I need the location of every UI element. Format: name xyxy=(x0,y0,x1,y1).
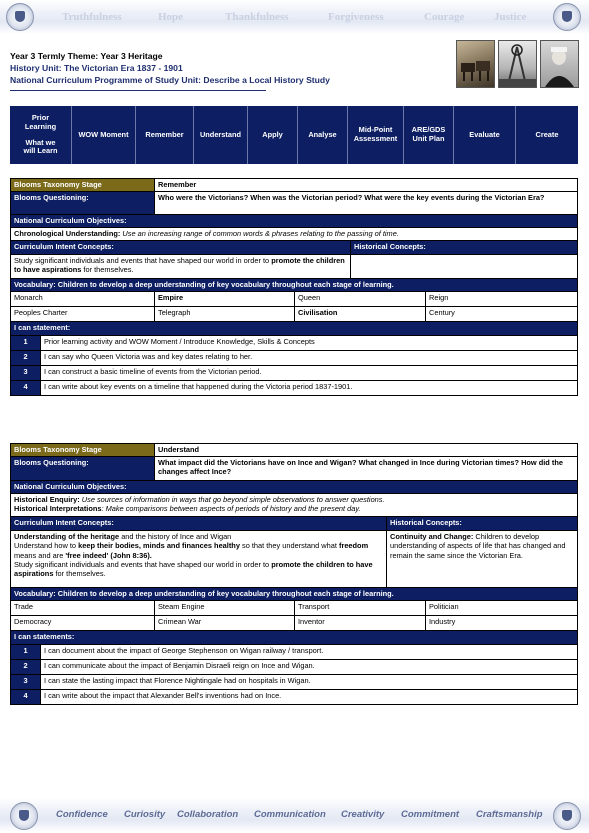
stage-create: Create xyxy=(535,129,559,139)
vocab-word: Telegraph xyxy=(155,307,295,321)
value-courage: Courage xyxy=(424,11,465,23)
school-crest-icon xyxy=(553,3,581,31)
stage-remember: Remember xyxy=(136,106,194,164)
value-justice: Justice xyxy=(494,11,527,23)
value-truthfulness: Truthfulness xyxy=(62,11,122,23)
statement-text: I can say who Queen Victoria was and key dates relating to her. xyxy=(44,352,253,361)
value-confidence: Confidence xyxy=(56,809,108,820)
vocab-word: Peoples Charter xyxy=(11,307,155,321)
colliery-headgear-photo xyxy=(498,40,537,88)
stage-prior-learning xyxy=(10,106,72,164)
nc-objectives-text: Historical Enquiry: Use sources of information in ways that go beyond simple observations to answer questions. Historical Interpretations: Make comparisons between aspects of periods of history and the present day. xyxy=(14,495,385,514)
i-can-label: I can statement: xyxy=(11,322,577,335)
vocab-word: Democracy xyxy=(11,616,155,630)
curriculum-title: National Curriculum Programme of Study Unit: Describe a Local History Study xyxy=(10,75,330,85)
blooms-questioning-value: Who were the Victorians? When was the Victorian period? What were the key events during the Victorian Era? xyxy=(158,193,545,202)
value-communication: Communication xyxy=(254,809,326,820)
horse-photo-icon xyxy=(457,41,494,87)
statement-number: 3 xyxy=(11,366,41,380)
remember-stage-table xyxy=(10,178,578,398)
nc-objective-text: Use an increasing range of common words & phrases relating to the passing of time. xyxy=(122,229,399,238)
statement-number: 1 xyxy=(11,645,41,659)
understand-stage-table xyxy=(10,443,578,708)
historical-concepts-label: Historical Concepts: xyxy=(351,241,577,254)
statement-text: Prior learning activity and WOW Moment / Introduce Knowledge, Skills & Concepts xyxy=(44,337,315,346)
blooms-stage-value: Remember xyxy=(158,180,197,189)
statement-number: 2 xyxy=(11,351,41,365)
statement-text: I can communicate about the impact of Benjamin Disraeli reign on Ince and Wigan. xyxy=(44,661,315,670)
stage-analyse: Analyse xyxy=(298,106,348,164)
statement-text: I can state the lasting impact that Florence Nightingale had on hospitals in Wigan. xyxy=(44,676,311,685)
blooms-questioning-label: Blooms Questioning: xyxy=(11,457,155,480)
victorian-horses-photo xyxy=(456,40,495,88)
statement-number: 4 xyxy=(11,381,41,395)
intent-concepts-label: Curriculum Intent Concepts: xyxy=(11,517,387,530)
statement-number: 3 xyxy=(11,675,41,689)
vocab-word: Civilisation xyxy=(295,307,426,321)
blooms-questioning-label: Blooms Questioning: xyxy=(11,192,155,214)
intent-concepts-text: Understanding of the heritage and the history of Ince and Wigan Understand how to keep their bodies, minds and finances healthy so that they understand what freedom means and are 'free indeed' (John 8:36). Study significant individuals and events that have shaped our world in order to promote the children to have aspirations for themselves. xyxy=(11,531,387,587)
statement-text: I can write about key events on a timeline that happened during the Victoria period 1837-1901. xyxy=(44,382,353,391)
unit-title: History Unit: The Victorian Era 1837 - 1901 xyxy=(10,63,183,73)
vocab-word: Inventor xyxy=(295,616,426,630)
vocabulary-label: Vocabulary: Children to develop a deep understanding of key vocabulary throughout each stage of learning. xyxy=(11,279,577,291)
intent-concepts-label: Curriculum Intent Concepts: xyxy=(11,241,351,254)
vocab-word: Crimean War xyxy=(155,616,295,630)
value-collaboration: Collaboration xyxy=(177,809,239,820)
blooms-stage-label: Blooms Taxonomy Stage xyxy=(11,444,155,456)
historical-concepts-text xyxy=(351,255,577,278)
statement-text: I can construct a basic timeline of events from the Victorian period. xyxy=(44,367,262,376)
school-crest-icon xyxy=(10,802,38,830)
vocab-word: Transport xyxy=(295,601,426,615)
value-forgiveness: Forgiveness xyxy=(328,11,384,23)
vocab-word: Steam Engine xyxy=(155,601,295,615)
nc-objective-chronological xyxy=(11,228,577,240)
vocab-word: Industry xyxy=(429,617,456,626)
intent-concepts-text: Study significant individuals and events that have shaped our world in order to promote the children to have aspirations for themselves. xyxy=(11,255,351,278)
vocab-word: Politician xyxy=(429,602,459,611)
blooms-stage-label: Blooms Taxonomy Stage xyxy=(11,179,155,191)
blooms-stage-value: Understand xyxy=(158,445,200,454)
historical-concepts-text: Continuity and Change: Children to develop understanding of aspects of life that has changed and remain the same since the Victorian Era. xyxy=(390,532,566,560)
theme-title: Year 3 Termly Theme: Year 3 Heritage xyxy=(10,51,163,61)
statement-number: 4 xyxy=(11,690,41,704)
pithead-photo-icon xyxy=(499,41,536,87)
vocab-word: Queen xyxy=(295,292,426,306)
i-can-label: I can statements: xyxy=(11,631,577,644)
vocab-word: Reign xyxy=(429,293,449,302)
value-commitment: Commitment xyxy=(401,809,460,820)
vocab-word: Trade xyxy=(11,601,155,615)
school-crest-icon xyxy=(6,3,34,31)
stage-mid-point-assessment: Mid-Point Assessment xyxy=(348,106,404,164)
nc-objective-heading: Chronological Understanding: xyxy=(14,229,121,238)
statement-number: 1 xyxy=(11,336,41,350)
historical-concepts-label: Historical Concepts: xyxy=(387,517,577,530)
queen-victoria-photo xyxy=(540,40,579,88)
stage-evaluate: Evaluate xyxy=(454,106,516,164)
header-values-band xyxy=(0,0,589,34)
stage-are-gds-unit-plan: ARE/GDS Unit Plan xyxy=(404,106,454,164)
footer-values-band xyxy=(0,798,589,832)
vocab-word: Century xyxy=(429,308,455,317)
vocab-word: Monarch xyxy=(11,292,155,306)
stage-prior-learning-label: Prior Learning xyxy=(24,113,57,131)
portrait-photo-icon xyxy=(541,41,578,87)
statement-text: I can write about the impact that Alexander Bell's inventions had on Ince. xyxy=(44,691,282,700)
blooms-questioning-value: What impact did the Victorians have on Ince and Wigan? What changed in Ince during Victorian times? How did the changes affect Ince? xyxy=(158,458,563,477)
vocab-word: Empire xyxy=(155,292,295,306)
value-craftsmanship: Craftsmanship xyxy=(476,809,543,820)
stage-wow-moment: WOW Moment xyxy=(72,106,136,164)
vocabulary-label: Vocabulary: Children to develop a deep understanding of key vocabulary throughout each stage of learning. xyxy=(11,588,577,600)
stage-apply: Apply xyxy=(248,106,298,164)
value-thankfulness: Thankfulness xyxy=(225,11,289,23)
statement-number: 2 xyxy=(11,660,41,674)
stage-understand: Understand xyxy=(194,106,248,164)
value-curiosity: Curiosity xyxy=(124,809,166,820)
stage-what-we-will-learn-label: What we will Learn xyxy=(23,137,58,156)
nc-objectives-label: National Curriculum Objectives: xyxy=(11,481,577,493)
statement-text: I can document about the impact of George Stephenson on Wigan railway / transport. xyxy=(44,646,324,655)
title-underline xyxy=(10,90,266,91)
learning-stages-bar xyxy=(10,106,578,164)
school-crest-icon xyxy=(553,802,581,830)
value-creativity: Creativity xyxy=(341,809,385,820)
nc-objectives-label: National Curriculum Objectives: xyxy=(11,215,577,227)
value-hope: Hope xyxy=(158,11,184,23)
